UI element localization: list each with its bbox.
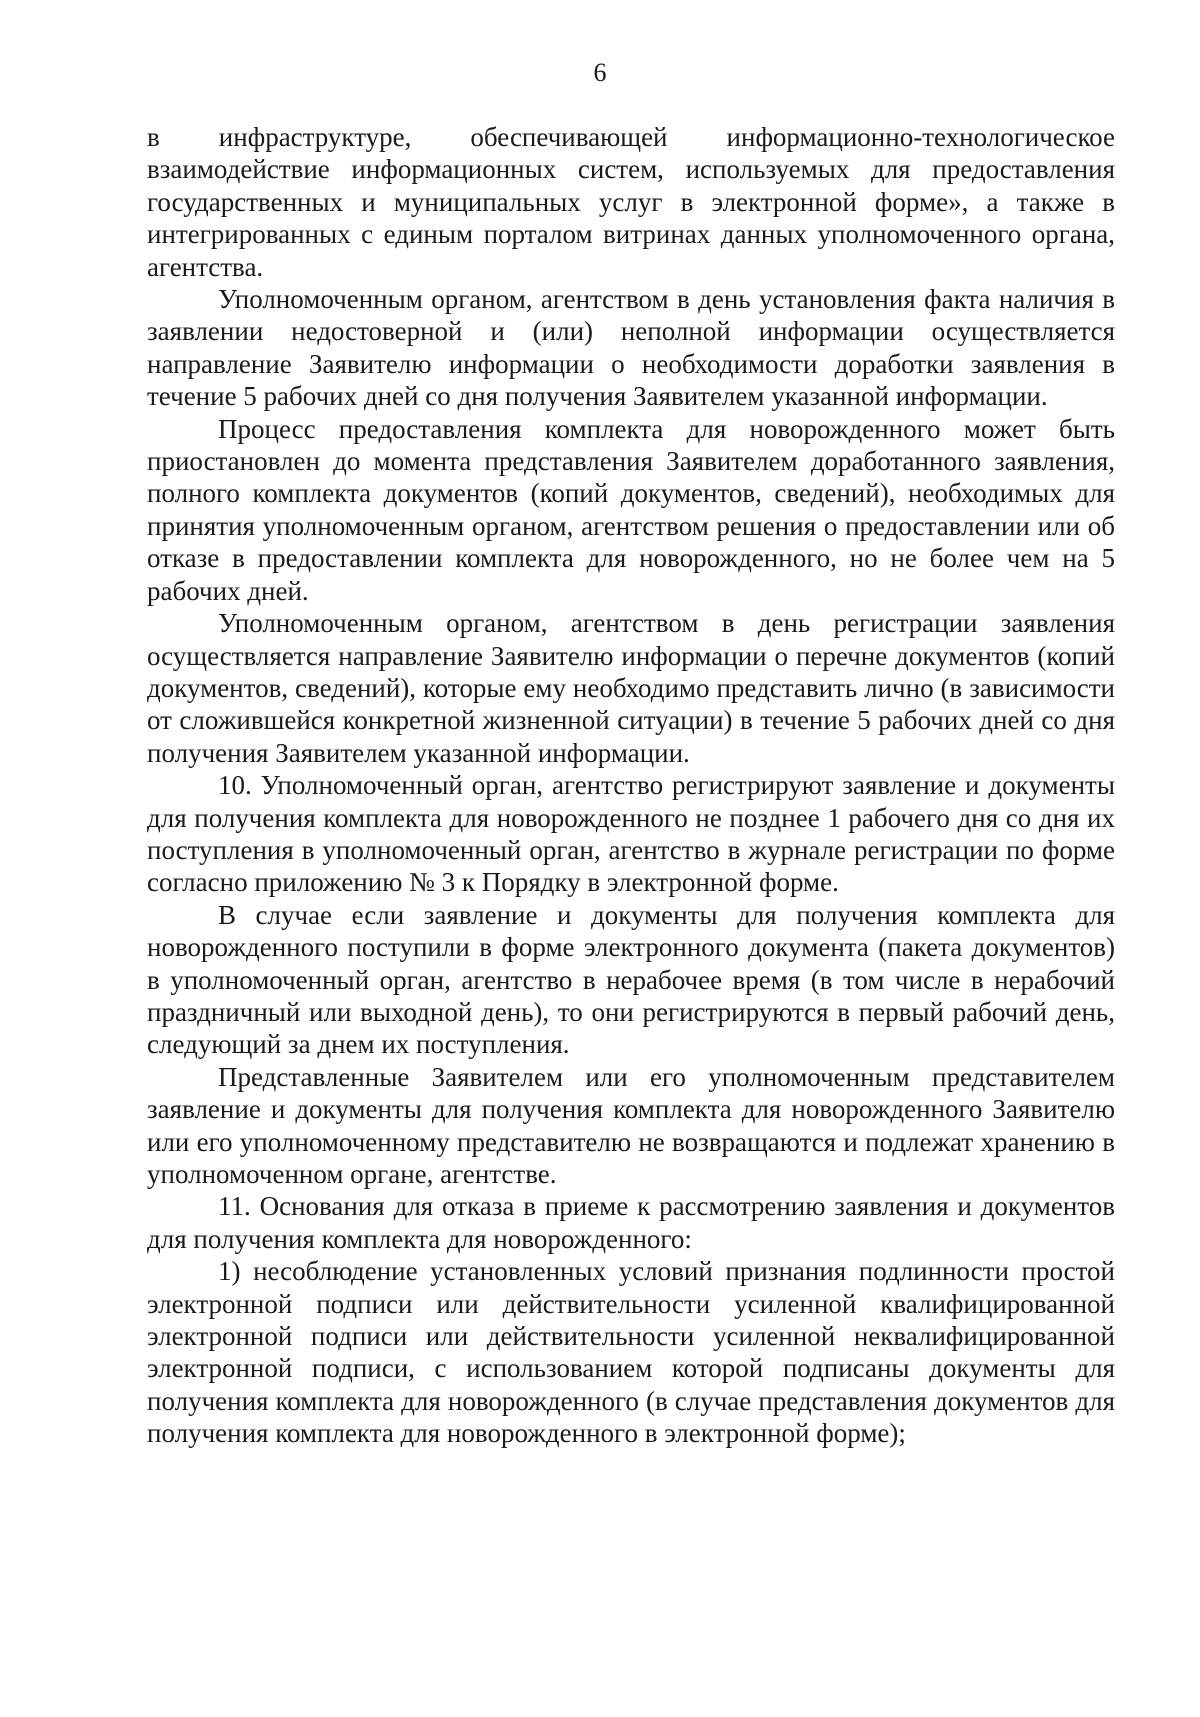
paragraph-item-10: 10. Уполномоченный орган, агентство регистрируют заявление и документы для получения комплекта для новорожденного не позднее 1 рабочего дня со дня их поступления в уполномоченный орган, агентство в журнале регистрации по форме согласно приложению № 3 к Порядку в электронной форме.: [147, 770, 1115, 898]
paragraph-continuation: в инфраструктуре, обеспечивающей информационно-технологическое взаимодействие информационных систем, используемых для предоставления государственных и муниципальных услуг в электронной форме», а также в интегрированных с единым порталом витринах данных уполномоченного органа, агентства.: [147, 122, 1115, 282]
paragraph: Уполномоченным органом, агентством в день установления факта наличия в заявлении недостоверной и (или) неполной информации осуществляется направление Заявителю информации о необходимости доработки заявления в течение 5 рабочих дней со дня получения Заявителем указанной информации.: [147, 284, 1115, 412]
paragraph: Уполномоченным органом, агентством в день регистрации заявления осуществляется направление Заявителю информации о перечне документов (копий документов, сведений), которые ему необходимо представить лично (в зависимости от сложившейся конкретной жизненной ситуации) в течение 5 рабочих дней со дня получения Заявителем указанной информации.: [147, 608, 1115, 768]
paragraph: Представленные Заявителем или его уполномоченным представителем заявление и документы для получения комплекта для новорожденного Заявителю или его уполномоченному представителю не возвращаются и подлежат хранению в уполномоченном органе, агентстве.: [147, 1061, 1115, 1189]
paragraph-item-11: 11. Основания для отказа в приеме к рассмотрению заявления и документов для получения комплекта для новорожденного:: [147, 1191, 1115, 1254]
page-number: 6: [593, 58, 607, 87]
paragraph: В случае если заявление и документы для получения комплекта для новорожденного поступили в форме электронного документа (пакета документов) в уполномоченный орган, агентство в нерабочее время (в том числе в нерабочий праздничный или выходной день), то они регистрируются в первый рабочий день, следующий за днем их поступления.: [147, 899, 1115, 1060]
paragraph: Процесс предоставления комплекта для новорожденного может быть приостановлен до момента представления Заявителем доработанного заявления, полного комплекта документов (копий документов, сведений), необходимых для принятия уполномоченным органом, агентством решения о предоставлении или об отказе в предоставлении комплекта для новорожденного, но не более чем на 5 рабочих дней.: [147, 413, 1115, 606]
paragraph-subitem-1: 1) несоблюдение установленных условий признания подлинности простой электронной подписи или действительности усиленной квалифицированной электронной подписи или действительности усиленной неквалифицированной электронной подписи, с использованием которой подписаны документы для получения комплекта для новорожденного (в случае представления документов для получения комплекта для новорожденного в электронной форме);: [147, 1256, 1115, 1449]
document-body: [147, 121, 1115, 1450]
